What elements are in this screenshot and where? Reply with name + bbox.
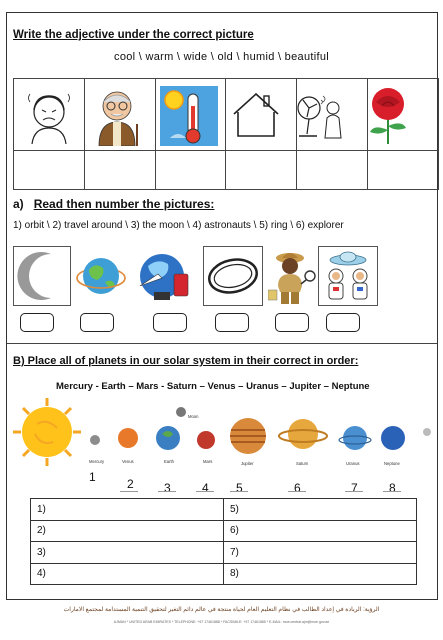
section2-label: a) bbox=[13, 197, 24, 211]
answer-cell[interactable]: 7) bbox=[224, 542, 417, 564]
mercury-icon bbox=[90, 435, 100, 445]
answer-line bbox=[158, 491, 176, 492]
rose-icon bbox=[360, 86, 416, 146]
planet-label-saturn: Saturn bbox=[296, 461, 309, 466]
planet-number: 7 bbox=[351, 481, 358, 495]
mars-icon bbox=[197, 431, 215, 449]
sick-person-icon bbox=[22, 88, 76, 144]
sun-icon bbox=[13, 398, 81, 466]
answer-cell[interactable] bbox=[368, 151, 439, 190]
answer-line bbox=[196, 491, 214, 492]
travel-globe-icon bbox=[134, 246, 194, 306]
number-answer-box[interactable] bbox=[326, 313, 360, 332]
answer-cell[interactable]: 8) bbox=[224, 563, 417, 585]
contact-line: AJMAN * UNITED ARAB EMIRATES * TELEPHONE: +97 17461888 * FACSIMILE: +97 17461885 * E-MAIL: moe.central.ajm@moe.gov.ae bbox=[113, 620, 330, 624]
crescent-moon-icon bbox=[13, 246, 71, 306]
answer-cell[interactable]: 2) bbox=[31, 520, 224, 542]
answer-cell[interactable]: 3) bbox=[31, 542, 224, 564]
planet-label-moon: Moon bbox=[188, 414, 199, 419]
earth-orbit-icon bbox=[75, 246, 127, 306]
planet-order-list: Mercury - Earth – Mars - Saturn – Venus – Uranus – Jupiter – Neptune bbox=[56, 381, 370, 392]
explorer-icon bbox=[268, 246, 318, 306]
answer-cell[interactable] bbox=[155, 151, 226, 190]
planet-label-neptune: Neptune bbox=[384, 461, 400, 466]
vision-statement: الرؤية: الريادة في إعداد الطالب في نظام التعليم العام لحياة منتجة في عالم دائم التغير لتحقيق التنمية المستدامة لمجتمع الامارات bbox=[63, 607, 380, 613]
fan-icon bbox=[293, 88, 345, 144]
adjective-word-bank: cool \ warm \ wide \ old \ humid \ beautiful bbox=[114, 51, 329, 63]
answer-line bbox=[345, 491, 363, 492]
planet-label-jupiter: Jupiter bbox=[241, 461, 254, 466]
answer-cell[interactable] bbox=[226, 151, 297, 190]
planet-label-venus: Venus bbox=[122, 459, 134, 464]
ring-icon bbox=[203, 246, 263, 306]
planet-number: 4 bbox=[202, 481, 209, 495]
saturn-icon bbox=[279, 419, 327, 449]
answer-cell[interactable]: 5) bbox=[224, 499, 417, 521]
answer-cell[interactable]: 1) bbox=[31, 499, 224, 521]
neptune-icon bbox=[381, 426, 405, 450]
vocabulary-word-bank: 1) orbit \ 2) travel around \ 3) the moon \ 4) astronauts \ 5) ring \ 6) explorer bbox=[13, 220, 344, 231]
answer-line bbox=[120, 491, 138, 492]
section2-title bbox=[13, 197, 214, 211]
planet-order-table bbox=[30, 498, 417, 585]
planet-number: 5 bbox=[236, 481, 243, 495]
answer-cell[interactable] bbox=[297, 151, 368, 190]
astronauts-icon bbox=[318, 246, 378, 306]
planet-label-mercury: Mercury bbox=[89, 459, 105, 464]
planet-number: 1 bbox=[89, 470, 96, 484]
section1-title: Write the adjective under the correct picture bbox=[13, 29, 254, 41]
answer-cell[interactable] bbox=[14, 151, 85, 190]
answer-line bbox=[230, 491, 248, 492]
thermometer-icon bbox=[160, 86, 218, 146]
answer-cell[interactable]: 6) bbox=[224, 520, 417, 542]
table-row bbox=[31, 520, 417, 542]
answer-line bbox=[383, 491, 401, 492]
planet-number: 2 bbox=[127, 477, 134, 491]
moon-icon bbox=[176, 407, 186, 417]
number-answer-box[interactable] bbox=[215, 313, 249, 332]
pluto-icon bbox=[423, 428, 431, 436]
planet-number: 8 bbox=[389, 481, 396, 495]
planet-number: 6 bbox=[294, 481, 301, 495]
planet-label-uranus: Uranus bbox=[346, 461, 360, 466]
venus-icon bbox=[118, 428, 138, 448]
number-answer-box[interactable] bbox=[275, 313, 309, 332]
table-row bbox=[31, 542, 417, 564]
old-man-icon bbox=[89, 86, 145, 146]
answer-cell[interactable] bbox=[84, 151, 155, 190]
answer-cell[interactable]: 4) bbox=[31, 563, 224, 585]
planet-number: 3 bbox=[164, 481, 171, 495]
table-row bbox=[31, 563, 417, 585]
planet-label-mars: Mars bbox=[203, 459, 213, 464]
section3-title: B) Place all of planets in our solar system in their correct in order: bbox=[13, 355, 359, 367]
table-row bbox=[31, 499, 417, 521]
house-outline-icon bbox=[230, 90, 282, 140]
uranus-icon bbox=[339, 426, 371, 450]
answer-line bbox=[288, 491, 306, 492]
number-answer-box[interactable] bbox=[20, 313, 54, 332]
solar-system-illustration bbox=[13, 396, 443, 468]
section2-heading: Read then number the pictures: bbox=[33, 197, 215, 211]
number-answer-box[interactable] bbox=[153, 313, 187, 332]
earth-icon bbox=[156, 426, 180, 450]
number-answer-box[interactable] bbox=[80, 313, 114, 332]
section-divider bbox=[7, 343, 437, 344]
planet-label-earth: Earth bbox=[164, 459, 175, 464]
